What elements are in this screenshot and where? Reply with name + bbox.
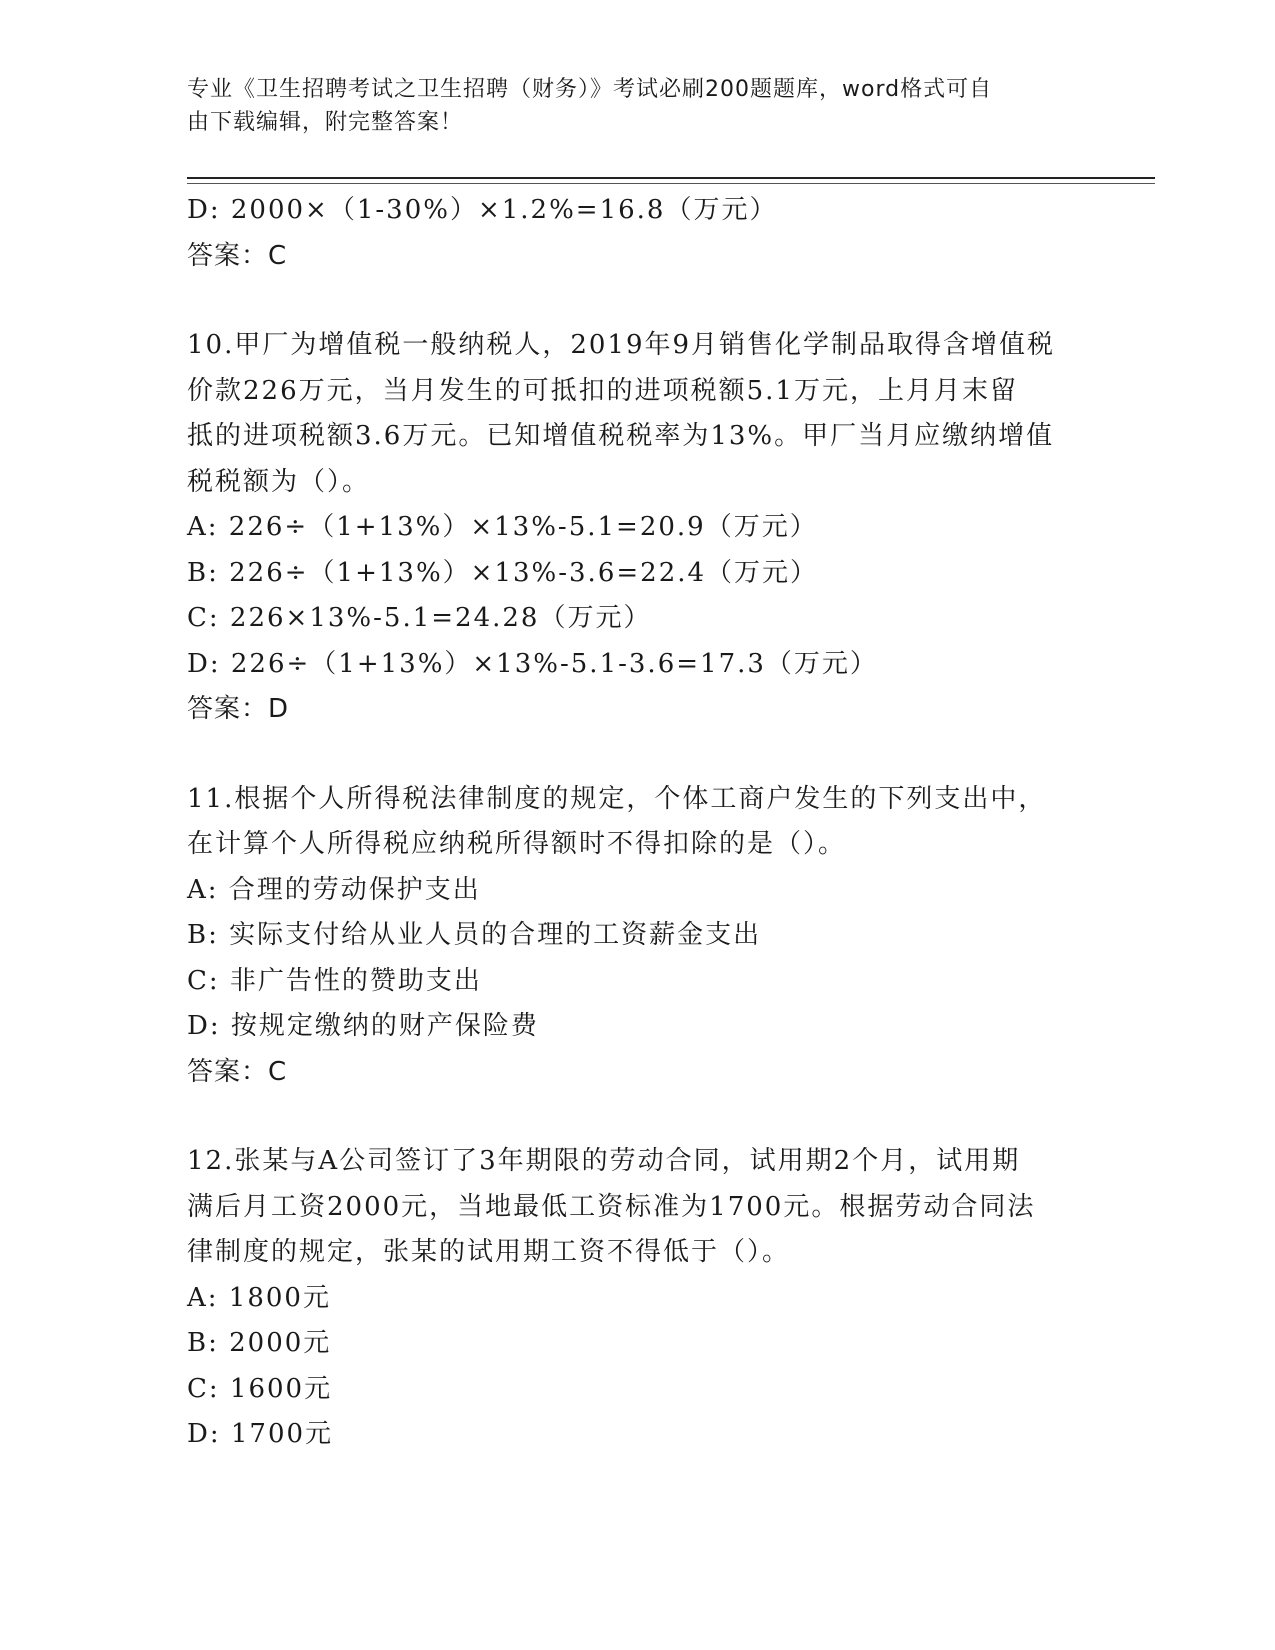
- spacer: [187, 1095, 1087, 1139]
- question-11-option-d: D: 按规定缴纳的财产保险费: [187, 1011, 539, 1041]
- question-12: [187, 1139, 1087, 1458]
- question-12-option-b: B: 2000元: [187, 1328, 332, 1358]
- spacer: [187, 733, 1087, 777]
- question-10-text-line-4: 税税额为（）。: [187, 466, 371, 497]
- question-10-text-line-2: 价款226万元，当月发生的可抵扣的进项税额5.1万元，上月月末留: [187, 375, 1018, 406]
- question-11-text-line-2: 在计算个人所得税应纳税所得额时不得扣除的是（）。: [187, 829, 847, 859]
- question-11-option-c: C: 非广告性的赞助支出: [187, 965, 482, 996]
- spacer: [187, 279, 1087, 323]
- prev-answer: 答案：C: [187, 240, 288, 271]
- question-10-option-c: C: 226×13%-5.1=24.28（万元）: [187, 603, 652, 633]
- question-11: [187, 777, 1087, 1096]
- question-10-option-b: B: 226÷（1+13%）×13%-3.6=22.4（万元）: [187, 557, 819, 588]
- question-10-answer: 答案：D: [187, 694, 290, 724]
- document-body: [187, 188, 1087, 1458]
- question-10-text-line-1: 10.甲厂为增值税一般纳税人，2019年9月销售化学制品取得含增值税: [187, 330, 1056, 360]
- question-11-option-a: A: 合理的劳动保护支出: [187, 874, 481, 905]
- question-10: [187, 323, 1087, 733]
- question-12-text-line-3: 律制度的规定，张某的试用期工资不得低于（）。: [187, 1237, 791, 1267]
- header-title-line-2: 由下载编辑，附完整答案！: [187, 110, 464, 135]
- question-11-option-b: B: 实际支付给从业人员的合理的工资薪金支出: [187, 920, 762, 950]
- question-12-text-line-2: 满后月工资2000元，当地最低工资标准为1700元。根据劳动合同法: [187, 1191, 1036, 1222]
- document-header: [187, 73, 1067, 139]
- question-12-option-c: C: 1600元: [187, 1373, 333, 1404]
- header-divider-thick: [187, 177, 1155, 179]
- question-10-text-line-3: 抵的进项税额3.6万元。已知增值税税率为13%。甲厂当月应缴纳增值: [187, 421, 1055, 451]
- question-12-text-line-1: 12.张某与A公司签订了3年期限的劳动合同，试用期2个月，试用期: [187, 1146, 1021, 1176]
- question-10-option-d: D: 226÷（1+13%）×13%-5.1-3.6=17.3（万元）: [187, 648, 878, 679]
- question-12-option-a: A: 1800元: [187, 1282, 331, 1313]
- prev-option-d: D: 2000×（1-30%）×1.2%=16.8（万元）: [187, 195, 778, 225]
- header-title-line-1: 专业《卫生招聘考试之卫生招聘（财务）》考试必刷200题题库，word格式可自: [187, 77, 993, 102]
- question-11-answer: 答案：C: [187, 1056, 288, 1087]
- question-11-text-line-1: 11.根据个人所得税法律制度的规定，个体工商户发生的下列支出中，: [187, 783, 1047, 814]
- question-12-option-d: D: 1700元: [187, 1419, 334, 1449]
- question-10-option-a: A: 226÷（1+13%）×13%-5.1=20.9（万元）: [187, 512, 818, 542]
- header-divider-thin: [187, 183, 1155, 184]
